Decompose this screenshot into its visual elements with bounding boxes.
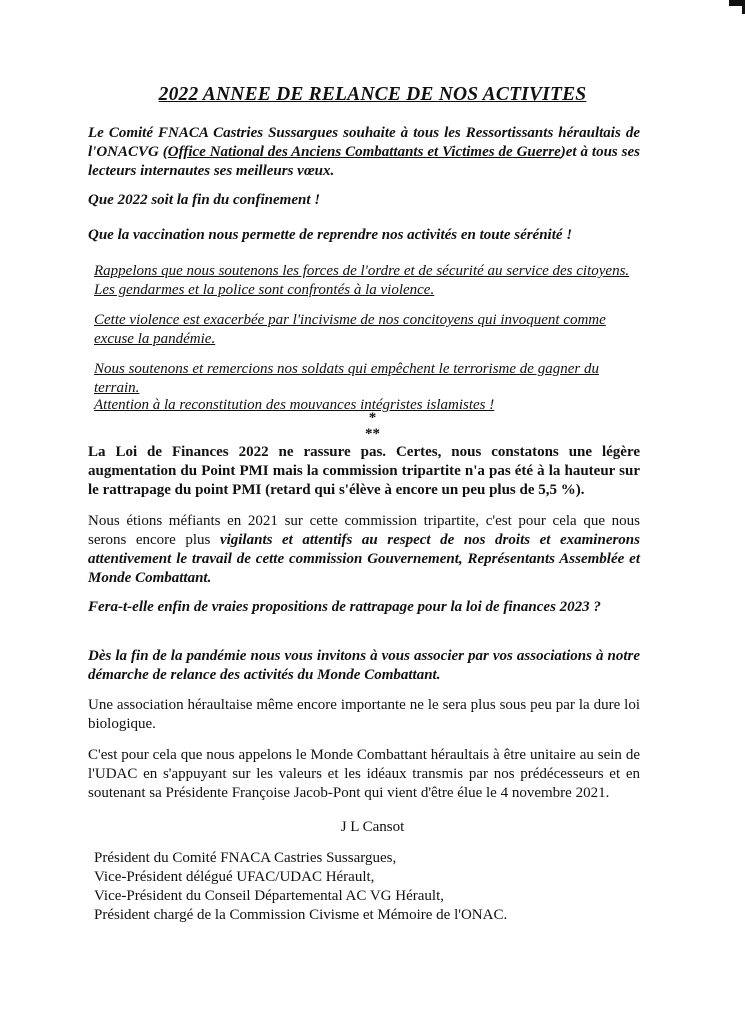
mefiants-plain: Nous étions méfiants en 2021 sur cette commission tripartite, c'est pour cela que nous serons encore plus <box>88 513 640 548</box>
support-incivism: Cette violence est exacerbée par l'incivisme de nos concitoyens qui invoquent comme excuse la pandémie. <box>94 312 606 347</box>
intro-text-start: Le Comité FNACA Castries Sussargues souhaite à tous les Ressortissants héraultais de l'ONACVG ( <box>88 125 640 160</box>
separator-star-single: * <box>368 410 377 426</box>
appel-paragraph: C'est pour cela que nous appelons le Monde Combattant héraultais à être unitaire au sein de l'UDAC en s'appuyant sur les valeurs et les idéaux transmis par nos prédécesseurs et en soutenant sa Présidente Françoise Jacob-Pont qui vient d'être élue le 4 novembre 2021. <box>88 747 640 801</box>
separator-star-double: ** <box>365 426 380 442</box>
signature-name: J L Cansot <box>340 819 405 835</box>
support-soldiers: Nous soutenons et remercions nos soldats qui empêchent le terrorisme de gagner du terrain. <box>94 361 599 396</box>
mefiants-paragraph <box>88 512 640 588</box>
association-paragraph: Une association héraultaise même encore importante ne le sera plus sous peu par la dure loi biologique. <box>88 697 640 732</box>
loi-finances-paragraph: La Loi de Finances 2022 ne rassure pas. Certes, nous constatons une légère augmentation du Point PMI mais la commission tripartite n'a pas été à la hauteur sur le rattrapage du point PMI (retard qui s'élève à encore un peu plus de 5,5 %). <box>88 444 640 498</box>
role-line: Vice-Président délégué UFAC/UDAC Hérault, <box>94 869 375 885</box>
question-2023: Fera-t-elle enfin de vraies propositions de rattrapage pour la loi de finances 2023 ? <box>88 599 601 615</box>
invitation-paragraph: Dès la fin de la pandémie nous vous invitons à vous associer par vos associations à notre démarche de relance des activités du Monde Combattant. <box>88 648 640 683</box>
support-police: Rappelons que nous soutenons les forces de l'ordre et de sécurité au service des citoyens. Les gendarmes et la police sont confrontés à la violence. <box>94 263 630 298</box>
wish-confinement: Que 2022 soit la fin du confinement ! <box>88 192 321 208</box>
role-line: Président du Comité FNACA Castries Sussargues, <box>94 850 397 866</box>
wish-vaccination: Que la vaccination nous permette de reprendre nos activités en toute sérénité ! <box>88 227 573 243</box>
warning-islamists: Attention à la reconstitution des mouvances intégristes islamistes ! <box>94 397 495 413</box>
role-line: Président chargé de la Commission Civisme et Mémoire de l'ONAC. <box>94 907 508 923</box>
role-line: Vice-Président du Conseil Départemental AC VG Hérault, <box>94 888 444 904</box>
onacvg-full-name: Office National des Anciens Combattants et Victimes de Guerre <box>167 144 561 160</box>
intro-text-end: )et à tous ses lecteurs internautes ses meilleurs vœux. <box>88 144 641 179</box>
mefiants-emphasis: vigilants et attentifs au respect de nos droits et examinerons attentivement le travail de cette commission Gouvernement, Représentants Assemblée et Monde Combattant. <box>88 532 640 586</box>
signature-roles <box>94 849 654 925</box>
page-title: 2022 ANNEE DE RELANCE DE NOS ACTIVITES <box>158 84 587 105</box>
intro-paragraph <box>88 124 640 181</box>
